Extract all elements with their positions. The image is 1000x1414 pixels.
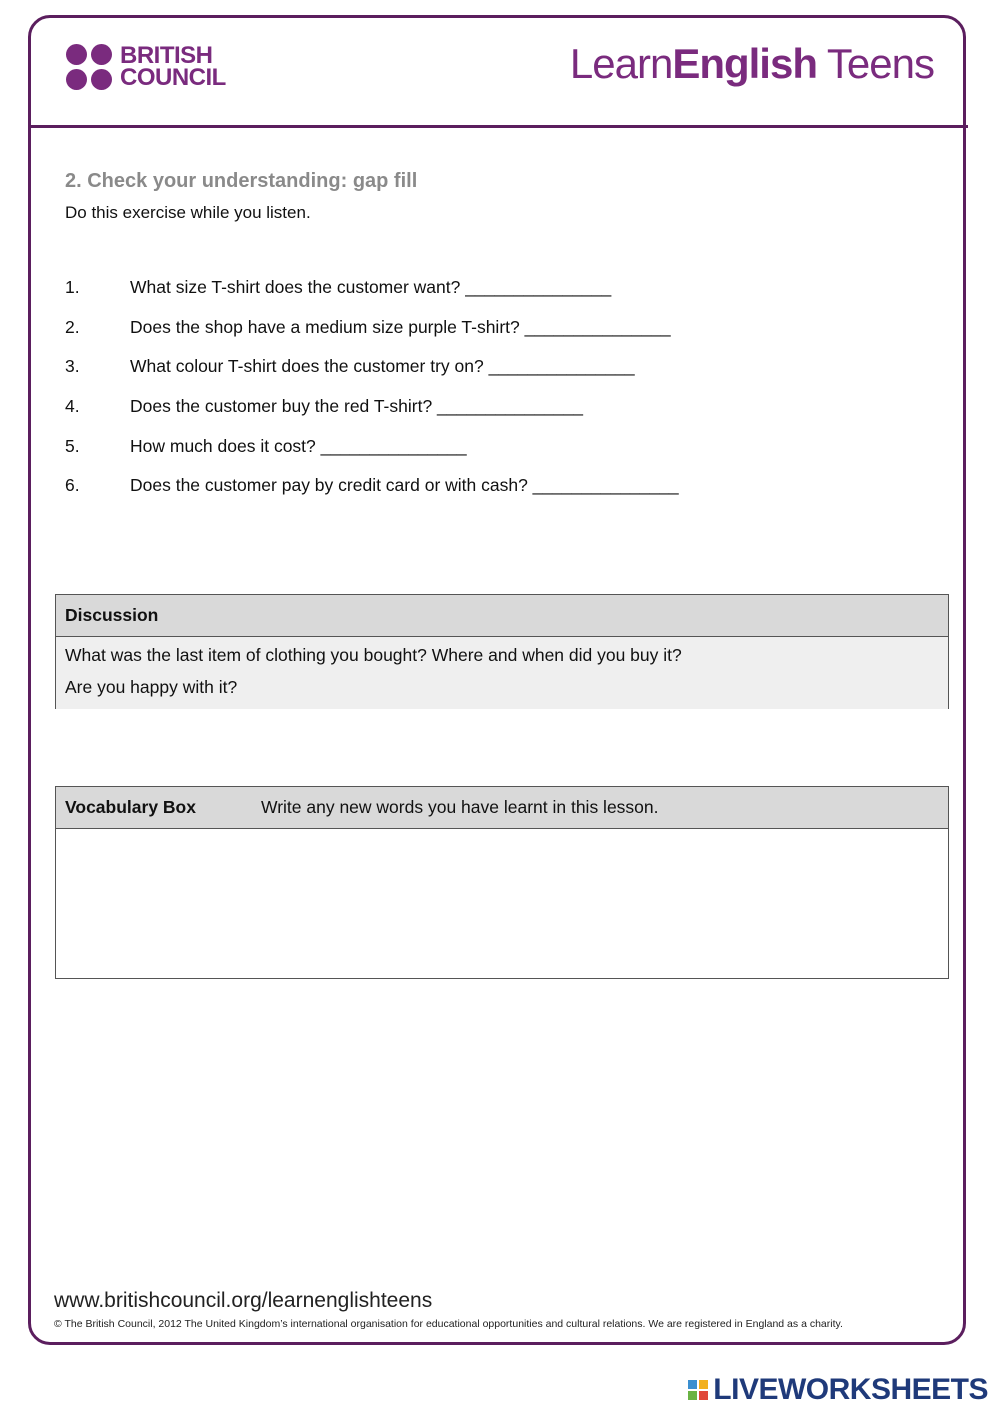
- question-number: 3.: [65, 356, 80, 377]
- question-text[interactable]: Does the customer buy the red T-shirt? _______________: [130, 396, 584, 417]
- question-text[interactable]: What size T-shirt does the customer want? _______________: [130, 277, 612, 297]
- learnenglish-teens-logo: [570, 40, 934, 88]
- brand-line-2: COUNCIL: [120, 64, 226, 91]
- footer-url: www.britishcouncil.org/learnenglishteens: [54, 1289, 433, 1312]
- question-item: [65, 356, 679, 396]
- british-council-dots-icon: [66, 44, 112, 90]
- british-council-logo: [66, 44, 226, 90]
- discussion-question-1: What was the last item of clothing you bought? Where and when did you buy it?: [65, 645, 682, 665]
- logo-teens: Teens: [817, 40, 934, 87]
- question-item: [65, 317, 679, 357]
- discussion-box: [55, 594, 949, 709]
- question-item: [65, 475, 679, 515]
- logo-english: English: [672, 40, 817, 87]
- logo-learn: Learn: [569, 40, 673, 87]
- question-text[interactable]: Does the customer pay by credit card or with cash? _______________: [130, 475, 679, 496]
- brand-line-1: BRITISH: [120, 42, 213, 69]
- liveworksheets-watermark: [688, 1373, 988, 1407]
- question-item: [65, 436, 679, 476]
- discussion-question-2: Are you happy with it?: [65, 677, 238, 697]
- question-text[interactable]: Does the shop have a medium size purple T-shirt? _______________: [130, 316, 671, 337]
- question-list: [65, 277, 679, 515]
- discussion-heading: Discussion: [65, 605, 159, 625]
- header-divider: [28, 125, 968, 128]
- question-number: 4.: [65, 396, 80, 417]
- footer-copyright: © The British Council, 2012 The United Kingdom’s international organisation for educational opportunities and cultural relations. We are registered in England as a charity.: [54, 1318, 843, 1330]
- vocabulary-heading: Vocabulary Box: [65, 797, 196, 817]
- exercise-instruction: Do this exercise while you listen.: [65, 203, 311, 222]
- question-text[interactable]: What colour T-shirt does the customer try on? _______________: [130, 356, 635, 377]
- question-item: [65, 277, 679, 317]
- section-title: 2. Check your understanding: gap fill: [65, 170, 418, 192]
- question-number: 2.: [65, 316, 80, 337]
- question-number: 6.: [65, 475, 80, 496]
- question-number: 5.: [65, 435, 80, 456]
- vocabulary-instruction: Write any new words you have learnt in this lesson.: [261, 797, 659, 817]
- liveworksheets-text: LIVEWORKSHEETS: [713, 1373, 988, 1406]
- vocabulary-writing-area[interactable]: [56, 829, 948, 979]
- question-text[interactable]: How much does it cost? _______________: [130, 435, 467, 456]
- question-item: [65, 396, 679, 436]
- question-number: 1.: [65, 277, 80, 297]
- vocabulary-box: [55, 786, 949, 979]
- liveworksheets-icon: [688, 1380, 708, 1400]
